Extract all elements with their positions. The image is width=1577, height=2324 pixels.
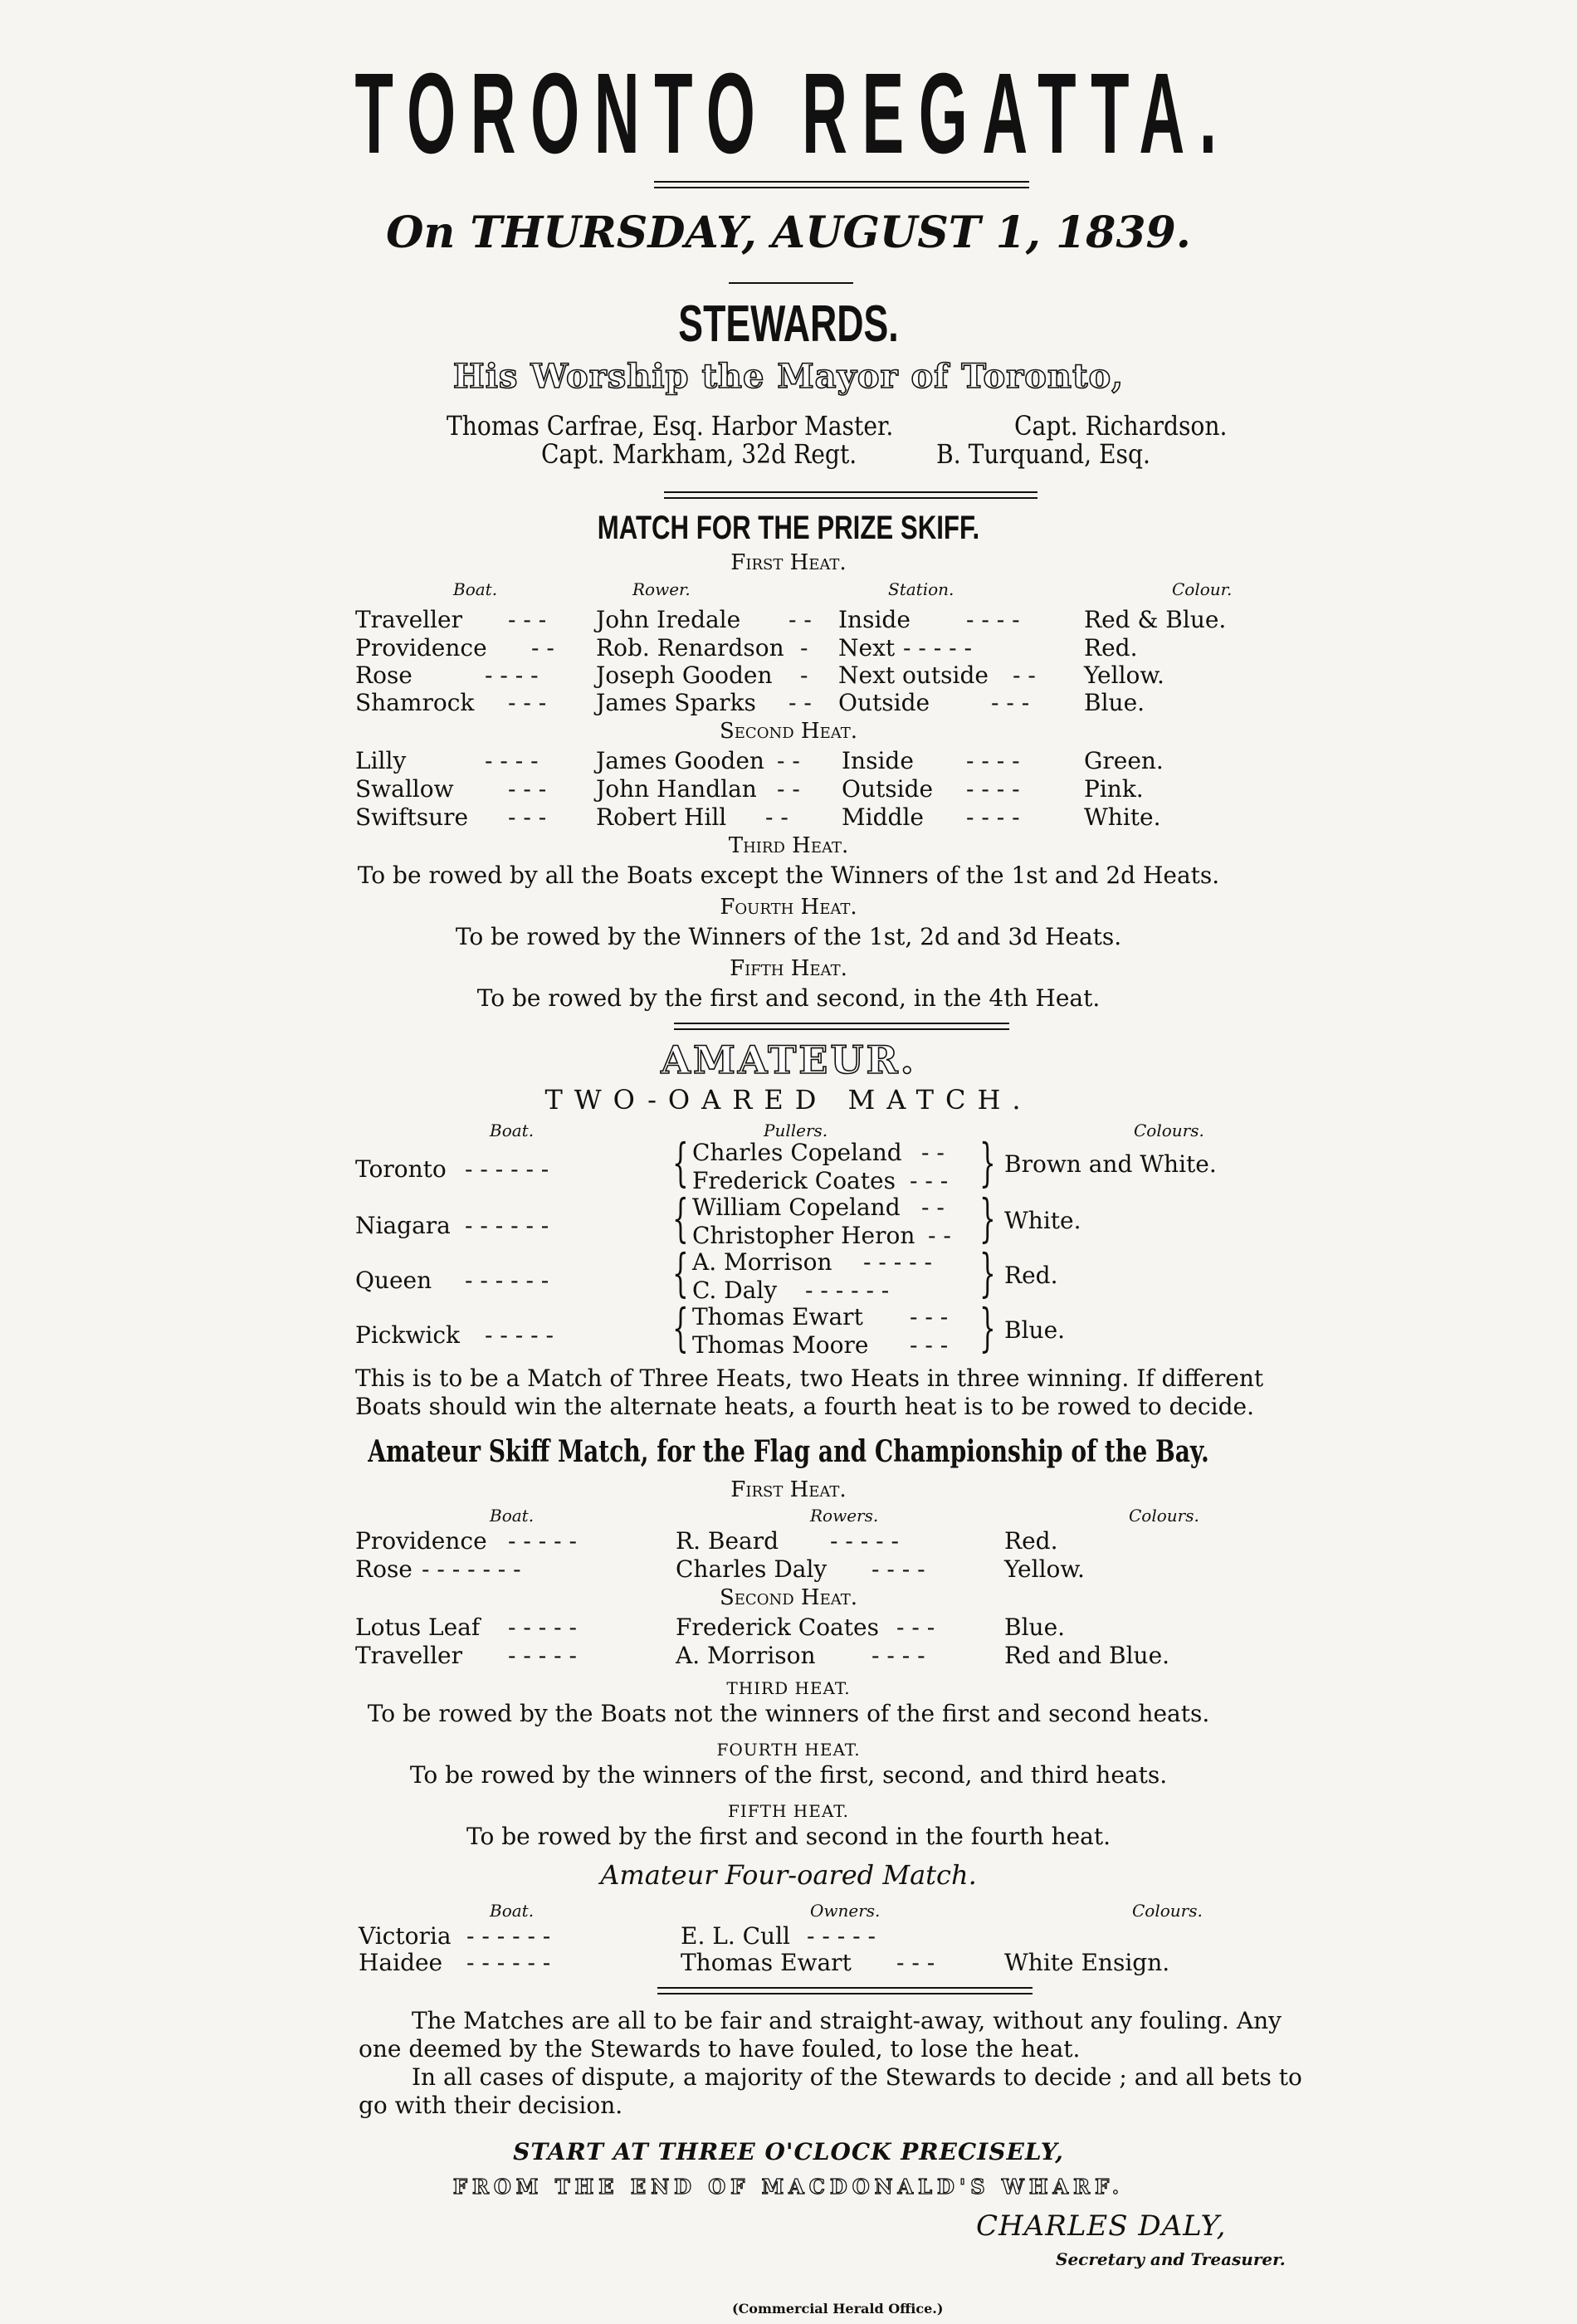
col-colour: Colour. bbox=[1172, 579, 1233, 599]
col-boat: Boat. bbox=[490, 1506, 535, 1526]
skiff-match-heading: Amateur Skiff Match, for the Flag and Championship of the Bay. bbox=[368, 1434, 1209, 1469]
leader-dots: - - - - - bbox=[863, 1248, 932, 1276]
leader-dots: - - - - bbox=[485, 662, 539, 689]
colour: Brown and White. bbox=[1004, 1150, 1217, 1178]
colour: Yellow. bbox=[1004, 1555, 1085, 1583]
leader-dots: - - - - - - - bbox=[422, 1555, 521, 1583]
rower-name: John Handlan bbox=[596, 775, 757, 803]
right-brace: } bbox=[979, 1132, 996, 1193]
puller-name: Charles Copeland bbox=[692, 1139, 902, 1166]
colour: Pink. bbox=[1084, 775, 1144, 803]
fifth-heat-label: Fifth Heat. bbox=[730, 956, 847, 981]
col-boat: Boat. bbox=[453, 579, 498, 599]
colour: Red & Blue. bbox=[1084, 606, 1227, 633]
leader-dots: - - bbox=[788, 606, 812, 633]
fourth-heat-label: Fourth Heat. bbox=[720, 895, 857, 920]
boat-name: Toronto bbox=[355, 1155, 447, 1183]
puller-name: Christopher Heron bbox=[692, 1222, 915, 1249]
skiff-second-heat-label: Second Heat. bbox=[719, 1585, 858, 1610]
third-heat-label: Third Heat. bbox=[728, 833, 849, 858]
rower-name: Frederick Coates bbox=[676, 1614, 879, 1641]
boat-name: Lilly bbox=[355, 747, 407, 774]
leader-dots: - - - bbox=[896, 1614, 935, 1641]
leader-dots: - - - - bbox=[966, 747, 1020, 774]
left-brace: { bbox=[672, 1132, 689, 1193]
puller-name: C. Daly bbox=[692, 1277, 778, 1304]
station: Next bbox=[838, 634, 896, 662]
puller-name: Thomas Moore bbox=[692, 1331, 869, 1359]
leader-dots: - - bbox=[777, 775, 800, 803]
col-rowers: Rowers. bbox=[810, 1506, 879, 1526]
steward-carfrae: Thomas Carfrae, Esq. Harbor Master. bbox=[447, 410, 894, 442]
colour: Red. bbox=[1084, 634, 1138, 662]
leader-dots: - - - bbox=[896, 1949, 935, 1976]
leader-dots: - - - - - bbox=[830, 1527, 899, 1555]
prize-skiff-heading: MATCH FOR THE PRIZE SKIFF. bbox=[597, 510, 980, 546]
rower-name: A. Morrison bbox=[676, 1642, 816, 1669]
col-boat: Boat. bbox=[490, 1120, 535, 1140]
station: Inside bbox=[838, 606, 911, 633]
col-colours: Colours. bbox=[1134, 1120, 1204, 1140]
leader-dots: - - - bbox=[508, 689, 547, 716]
colour: Yellow. bbox=[1084, 662, 1164, 689]
boat-name: Swallow bbox=[355, 775, 454, 803]
boat-name: Rose bbox=[355, 662, 413, 689]
date-line: On THURSDAY, AUGUST 1, 1839. bbox=[386, 208, 1191, 258]
start-location-line: FROM THE END OF MACDONALD'S WHARF. bbox=[452, 2175, 1125, 2199]
station: Outside bbox=[838, 689, 930, 716]
leader-dots: - bbox=[800, 662, 808, 689]
boat-name: Queen bbox=[355, 1267, 432, 1294]
colour: Red. bbox=[1004, 1262, 1058, 1289]
station: Outside bbox=[842, 775, 934, 803]
leader-dots: - - - - - - bbox=[465, 1267, 549, 1294]
leader-dots: - - - - - bbox=[807, 1922, 876, 1950]
puller-name: Frederick Coates bbox=[692, 1167, 896, 1194]
four-oared-heading: Amateur Four-oared Match. bbox=[600, 1859, 977, 1891]
rules-line-2: one deemed by the Stewards to have fouled, to lose the heat. bbox=[359, 2035, 1081, 2063]
leader-dots: - - - - bbox=[872, 1555, 925, 1583]
steward-markham: Capt. Markham, 32d Regt. bbox=[541, 438, 857, 470]
leader-dots: - - bbox=[921, 1139, 945, 1166]
puller-name: William Copeland bbox=[692, 1194, 901, 1221]
third-heat-text: To be rowed by all the Boats except the Winners of the 1st and 2d Heats. bbox=[357, 862, 1220, 889]
two-oared-heading: TWO-OARED MATCH. bbox=[544, 1084, 1033, 1116]
leader-dots: - - - - - - bbox=[466, 1922, 551, 1950]
right-brace: } bbox=[979, 1243, 996, 1303]
leader-dots: - - - - bbox=[966, 775, 1020, 803]
leader-dots: - - - - bbox=[966, 803, 1020, 831]
colour: Blue. bbox=[1004, 1316, 1066, 1344]
colour: White. bbox=[1004, 1207, 1081, 1234]
leader-dots: - - bbox=[788, 689, 812, 716]
stewards-heading: STEWARDS. bbox=[678, 295, 899, 353]
rower-name: James Sparks bbox=[596, 689, 756, 716]
signature-role: Secretary and Treasurer. bbox=[1056, 2249, 1286, 2269]
prize-rule bbox=[674, 1023, 1009, 1030]
boat-name: Providence bbox=[355, 1527, 487, 1555]
leader-dots: - - bbox=[765, 803, 788, 831]
owner-name: E. L. Cull bbox=[681, 1922, 791, 1950]
rules-line-3: In all cases of dispute, a majority of the Stewards to decide ; and all bets to bbox=[412, 2063, 1302, 2091]
leader-dots: - - - - - bbox=[903, 634, 972, 662]
rules-line-1: The Matches are all to be fair and straight-away, without any fouling. Any bbox=[412, 2007, 1282, 2034]
skiff-third-heat-text: To be rowed by the Boats not the winners of the first and second heats. bbox=[367, 1700, 1210, 1727]
boat-name: Rose bbox=[355, 1555, 413, 1583]
station: Inside bbox=[842, 747, 914, 774]
leader-dots: - - - - - - bbox=[466, 1949, 551, 1976]
leader-dots: - - - bbox=[910, 1331, 949, 1359]
leader-dots: - - bbox=[921, 1194, 945, 1221]
second-heat-label: Second Heat. bbox=[719, 719, 858, 744]
leader-dots: - bbox=[800, 634, 808, 662]
leader-dots: - - - - bbox=[872, 1642, 925, 1669]
skiff-fourth-heat-text: To be rowed by the winners of the first, second, and third heats. bbox=[409, 1761, 1168, 1789]
col-station: Station. bbox=[888, 579, 954, 599]
rower-name: James Gooden bbox=[596, 747, 764, 774]
station: Middle bbox=[842, 803, 924, 831]
leader-dots: - - - - - - bbox=[465, 1212, 549, 1239]
rower-name: R. Beard bbox=[676, 1527, 779, 1555]
printer-imprint: (Commercial Herald Office.) bbox=[732, 2301, 944, 2317]
right-brace: } bbox=[979, 1297, 996, 1358]
amateur-heading: AMATEUR. bbox=[661, 1038, 916, 1082]
leader-dots: - - - - bbox=[966, 606, 1020, 633]
leader-dots: - - - - bbox=[485, 747, 539, 774]
puller-name: A. Morrison bbox=[692, 1248, 832, 1276]
colour: Blue. bbox=[1004, 1614, 1066, 1641]
rower-name: Robert Hill bbox=[596, 803, 727, 831]
leader-dots: - - bbox=[777, 747, 800, 774]
leader-dots: - - - - - - bbox=[805, 1277, 890, 1304]
fourth-heat-text: To be rowed by the Winners of the 1st, 2d and 3d Heats. bbox=[455, 923, 1122, 950]
col-rower: Rower. bbox=[632, 579, 691, 599]
boat-name: Traveller bbox=[355, 606, 463, 633]
boat-name: Swiftsure bbox=[355, 803, 469, 831]
rower-name: Joseph Gooden bbox=[596, 662, 773, 689]
boat-name: Providence bbox=[355, 634, 487, 662]
leader-dots: - - bbox=[928, 1222, 951, 1249]
title-rule bbox=[654, 181, 1029, 188]
stewards-rule bbox=[664, 491, 1038, 499]
left-brace: { bbox=[672, 1297, 689, 1358]
skiff-third-heat-label: THIRD HEAT. bbox=[726, 1678, 851, 1698]
leader-dots: - - - - - bbox=[508, 1614, 577, 1641]
col-colours: Colours. bbox=[1129, 1506, 1199, 1526]
skiff-fourth-heat-label: FOURTH HEAT. bbox=[716, 1740, 861, 1760]
leader-dots: - - - bbox=[508, 775, 547, 803]
two-oared-note-1: This is to be a Match of Three Heats, two Heats in three winning. If different bbox=[355, 1365, 1264, 1392]
fifth-heat-text: To be rowed by the first and second, in the 4th Heat. bbox=[476, 984, 1101, 1012]
steward-richardson: Capt. Richardson. bbox=[1014, 410, 1228, 442]
boat-name: Niagara bbox=[355, 1212, 451, 1239]
rower-name: Charles Daly bbox=[676, 1555, 828, 1583]
rower-name: Rob. Renardson bbox=[596, 634, 784, 662]
puller-name: Thomas Ewart bbox=[692, 1303, 863, 1330]
colour: White Ensign. bbox=[1004, 1949, 1170, 1976]
leader-dots: - - bbox=[531, 634, 554, 662]
right-brace: } bbox=[979, 1188, 996, 1248]
leader-dots: - - - bbox=[991, 689, 1030, 716]
boat-name: Shamrock bbox=[355, 689, 475, 716]
signature-name: CHARLES DALY, bbox=[976, 2209, 1227, 2243]
leader-dots: - - - - - bbox=[508, 1642, 577, 1669]
boat-name: Haidee bbox=[359, 1949, 443, 1976]
col-colours: Colours. bbox=[1132, 1901, 1203, 1921]
leader-dots: - - bbox=[1013, 662, 1036, 689]
skiff-fifth-heat-text: To be rowed by the first and second in the fourth heat. bbox=[466, 1823, 1111, 1850]
poster-title: TORONTO REGATTA. bbox=[354, 50, 1232, 178]
skiff-fifth-heat-label: FIFTH HEAT. bbox=[728, 1801, 849, 1821]
boat-name: Traveller bbox=[355, 1642, 463, 1669]
mayor-line: His Worship the Mayor of Toronto, bbox=[452, 357, 1125, 396]
boat-name: Lotus Leaf bbox=[355, 1614, 481, 1641]
first-heat-label: First Heat. bbox=[730, 550, 847, 575]
boat-name: Victoria bbox=[359, 1922, 452, 1950]
leader-dots: - - - bbox=[508, 803, 547, 831]
col-boat: Boat. bbox=[490, 1901, 535, 1921]
col-pullers: Pullers. bbox=[764, 1120, 828, 1140]
rules-line-4: go with their decision. bbox=[359, 2092, 623, 2119]
col-owners: Owners. bbox=[810, 1901, 881, 1921]
left-brace: { bbox=[672, 1243, 689, 1303]
rower-name: John Iredale bbox=[596, 606, 741, 633]
colour: Blue. bbox=[1084, 689, 1145, 716]
owner-name: Thomas Ewart bbox=[681, 1949, 852, 1976]
leader-dots: - - - bbox=[910, 1167, 949, 1194]
date-rule bbox=[729, 282, 853, 284]
colour: Red. bbox=[1004, 1527, 1058, 1555]
leader-dots: - - - bbox=[508, 606, 547, 633]
leader-dots: - - - - - - bbox=[465, 1155, 549, 1183]
colour: White. bbox=[1084, 803, 1161, 831]
two-oared-note-2: Boats should win the alternate heats, a fourth heat is to be rowed to decide. bbox=[355, 1393, 1254, 1420]
start-time-line: START AT THREE O'CLOCK PRECISELY, bbox=[513, 2138, 1064, 2165]
boat-name: Pickwick bbox=[355, 1321, 461, 1349]
skiff-first-heat-label: First Heat. bbox=[730, 1477, 847, 1502]
left-brace: { bbox=[672, 1188, 689, 1248]
leader-dots: - - - - - bbox=[508, 1527, 577, 1555]
colour: Red and Blue. bbox=[1004, 1642, 1170, 1669]
four-oared-rule bbox=[657, 1987, 1033, 1994]
leader-dots: - - - bbox=[910, 1303, 949, 1330]
leader-dots: - - - - - bbox=[485, 1321, 554, 1349]
station: Next outside bbox=[838, 662, 989, 689]
steward-turquand: B. Turquand, Esq. bbox=[936, 438, 1150, 470]
colour: Green. bbox=[1084, 747, 1164, 774]
